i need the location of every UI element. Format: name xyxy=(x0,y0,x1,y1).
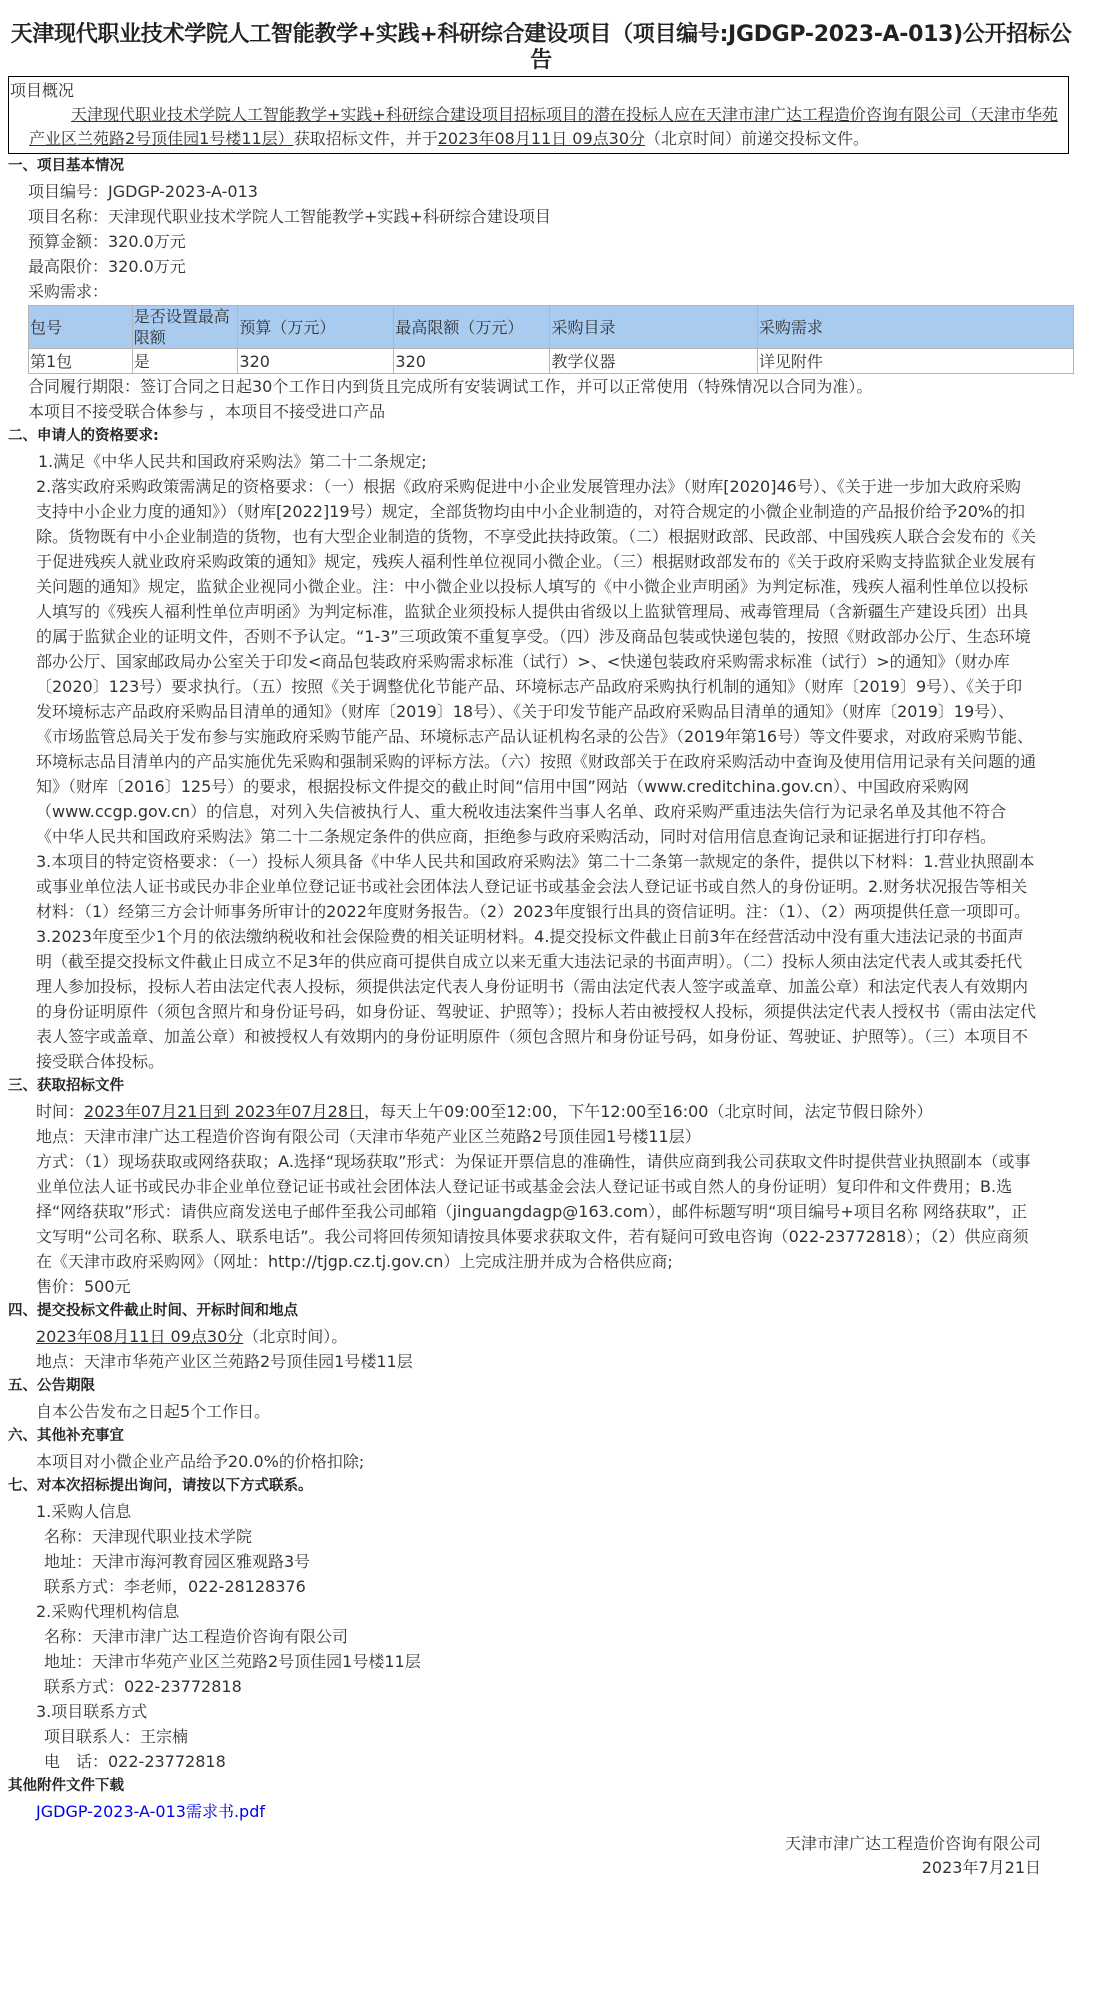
obtain-method: 方式：（1）现场获取或网络获取；A.选择“现场获取”形式：为保证开票信息的准确性，请供应商到我公司获取文件时提供营业执照副本（或事业单位法人证书或民办非企业单位登记证书或社会团体法人登记证书或基金会法人登记证书或自然人的身份证明）复印件和文件费用；B.选择“网络获取”形式：请供应商发送电子邮件至我公司邮箱（jinguangdagp@163.com），邮件标题写明“项目编号+项目名称 网络获取”，正文写明“公司名称、联系人、联系电话”。我公司将回传须知请按具体要求获取文件，若有疑问可致电咨询（022-23772818）；（2）供应商须在《天津市政府采购网》（网址：http://tjgp.cz.tj.gov.cn）上完成注册并成为合格供应商; xyxy=(36,1152,1031,1271)
time-to: 到 xyxy=(213,1102,230,1121)
consortium-note: 本项目不接受联合体参与 ，本项目不接受进口产品 xyxy=(28,402,386,421)
section-title: 七、对本次招标提出询问，请按以下方式联系。 xyxy=(8,1478,313,1494)
overview-text xyxy=(9,103,1066,151)
attachment-download-link[interactable]: JGDGP-2023-A-013需求书.pdf xyxy=(36,1802,265,1821)
notice-period-text: 自本公告发布之日起5个工作日。 xyxy=(36,1402,271,1421)
section-contacts xyxy=(8,1474,1074,1774)
signature-company: 天津市津广达工程造价咨询有限公司 xyxy=(784,1834,1041,1853)
table-cell: 是 xyxy=(132,349,238,374)
max-price: 最高限价：320.0万元 xyxy=(28,257,186,276)
table-header: 采购需求 xyxy=(757,306,1073,349)
table-header: 预算（万元） xyxy=(238,306,394,349)
contract-period: 合同履行期限：签订合同之日起30个工作日内到货且完成所有安装调试工作，并可以正常使用（特殊情况以合同为准）。 xyxy=(28,377,873,396)
deadline-datetime: 2023年08月11日 09点30分 xyxy=(36,1327,244,1346)
budget-amount: 预算金额：320.0万元 xyxy=(28,232,186,251)
table-cell: 详见附件 xyxy=(757,349,1073,374)
purchaser-heading: 1.采购人信息 xyxy=(36,1502,132,1521)
section-title: 五、公告期限 xyxy=(8,1378,95,1394)
qualification-item-3: 3.本项目的特定资格要求：（一）投标人须具备《中华人民共和国政府采购法》第二十二条第一款规定的条件，提供以下材料：1.营业执照副本或事业单位法人证书或民办非企业单位登记证书或社会团体法人登记证书或基金会法人登记证书或自然人的身份证明。2.财务状况报告等相关材料：（1）经第三方会计师事务所审计的2022年度财务报告。（2）2023年度银行出具的资信证明。注：（1）、（2）两项提供任意一项即可。3.2023年度至少1个月的依法缴纳税收和社会保险费的相关证明材料。4.提交投标文件截止日前3年在经营活动中没有重大违法记录的书面声明（截至提交投标文件截止日成立不足3年的供应商可提供自成立以来无重大违法记录的书面声明）。（二）投标人须由法定代表人或其委托代理人参加投标，投标人若由法定代表人投标，须提供法定代表人身份证明书（需由法定代表人签字或盖章、加盖公章）和法定代表人有效期内的身份证明原件（须包含照片和身份证号码，如身份证、驾驶证、护照等）；投标人若由被授权人投标，须提供法定代表人授权书（需由法定代表人签字或盖章、加盖公章）和被授权人有效期内的身份证明原件（须包含照片和身份证号码，如身份证、驾驶证、护照等）。（三）本项目不接受联合体投标。 xyxy=(36,852,1037,1071)
project-overview-box xyxy=(8,76,1069,154)
submission-deadline xyxy=(8,1324,1074,1349)
purchaser-address: 地址：天津市海河教育园区雅观路3号 xyxy=(44,1552,311,1571)
table-header: 包号 xyxy=(29,306,133,349)
project-number: 项目编号：JGDGP-2023-A-013 xyxy=(28,182,258,201)
section-title: 二、申请人的资格要求: xyxy=(8,428,159,444)
page-title: 天津现代职业技术学院人工智能教学+实践+科研综合建设项目（项目编号:JGDGP-2023-A-013)公开招标公告 xyxy=(10,22,1072,73)
project-contact-person: 项目联系人：王宗楠 xyxy=(44,1727,189,1746)
time-label: 时间： xyxy=(36,1102,85,1121)
section-obtain-documents xyxy=(8,1074,1074,1299)
table-header-row xyxy=(29,306,1074,349)
agency-address: 地址：天津市华苑产业区兰苑路2号顶佳园1号楼11层 xyxy=(44,1652,421,1671)
section-title: 六、其他补充事宜 xyxy=(8,1428,124,1444)
obtain-location: 地点：天津市津广达工程造价咨询有限公司（天津市华苑产业区兰苑路2号顶佳园1号楼11层） xyxy=(36,1127,701,1146)
requirements-table xyxy=(28,305,1074,374)
project-contact-heading: 3.项目联系方式 xyxy=(36,1702,148,1721)
time-start: 2023年07月21日 xyxy=(84,1102,214,1121)
section-attachments xyxy=(8,1774,1074,1824)
opening-location: 地点：天津市华苑产业区兰苑路2号顶佳园1号楼11层 xyxy=(36,1352,413,1371)
section-basic-info xyxy=(8,154,1074,424)
overview-deadline: 2023年08月11日 09点30分 xyxy=(437,129,645,148)
agency-name: 名称：天津市津广达工程造价咨询有限公司 xyxy=(44,1627,349,1646)
qualification-item-1: 1.满足《中华人民共和国政府采购法》第二十二条规定; xyxy=(38,452,427,471)
project-contact-phone: 电 话：022-23772818 xyxy=(44,1752,226,1771)
table-header: 最高限额（万元） xyxy=(394,306,550,349)
overview-underlined-1: 天津现代职业技术学院人工智能教学+实践+科研综合建设项目招标项目的潜在投标人应在天津市津广达工程造价咨询有限公司（天津市华苑产业区兰苑路2号顶佳园1号楼11层） xyxy=(29,105,1058,148)
project-name: 项目名称：天津现代职业技术学院人工智能教学+实践+科研综合建设项目 xyxy=(28,207,551,226)
table-cell: 教学仪器 xyxy=(550,349,757,374)
section-supplementary xyxy=(8,1424,1074,1474)
table-cell: 第1包 xyxy=(29,349,133,374)
overview-plain-2: （北京时间）前递交投标文件。 xyxy=(645,129,870,148)
table-header: 采购目录 xyxy=(550,306,757,349)
table-header: 是否设置最高限额 xyxy=(132,306,238,349)
obtain-time xyxy=(8,1099,1074,1124)
purchaser-name: 名称：天津现代职业技术学院 xyxy=(44,1527,253,1546)
section-title: 其他附件文件下载 xyxy=(8,1778,124,1794)
agency-heading: 2.采购代理机构信息 xyxy=(36,1602,180,1621)
signature-block xyxy=(8,1832,1041,1880)
overview-label: 项目概况 xyxy=(10,81,75,100)
section-deadline xyxy=(8,1299,1074,1374)
overview-plain-1: 获取招标文件，并于 xyxy=(293,129,438,148)
table-cell: 320 xyxy=(238,349,394,374)
table-row xyxy=(29,349,1074,374)
table-cell: 320 xyxy=(394,349,550,374)
agency-contact: 联系方式：022-23772818 xyxy=(44,1677,242,1696)
requirement-label: 采购需求： xyxy=(28,282,109,301)
section-qualifications xyxy=(8,424,1074,1074)
time-end: 2023年07月28日 xyxy=(229,1102,365,1121)
signature-date: 2023年7月21日 xyxy=(921,1858,1041,1877)
purchaser-contact: 联系方式：李老师，022-28128376 xyxy=(44,1577,306,1596)
section-title: 三、获取招标文件 xyxy=(8,1078,124,1094)
section-title: 四、提交投标文件截止时间、开标时间和地点 xyxy=(8,1303,298,1319)
time-rest: ，每天上午09:00至12:00，下午12:00至16:00（北京时间，法定节假日除外） xyxy=(364,1102,933,1121)
deadline-suffix: （北京时间）。 xyxy=(243,1327,348,1346)
supplementary-text: 本项目对小微企业产品给予20.0%的价格扣除; xyxy=(36,1452,365,1471)
qualification-item-2: 2.落实政府采购政策需满足的资格要求：（一）根据《政府采购促进中小企业发展管理办法》（财库[2020]46号）、《关于进一步加大政府采购支持中小企业力度的通知》）（财库[2022]19号）规定，全部货物均由中小企业制造的，对符合规定的小微企业制造的产品报价给予20%的扣除。货物既有中小企业制造的货物，也有大型企业制造的货物，不享受此扶持政策。（二）根据财政部、民政部、中国残疾人联合会发布的《关于促进残疾人就业政府采购政策的通知》规定，残疾人福利性单位视同小微企业。（三）根据财政部发布的《关于政府采购支持监狱企业发展有关问题的通知》规定，监狱企业视同小微企业。注：中小微企业以投标人填写的《中小微企业声明函》为判定标准，残疾人福利性单位以投标人填写的《残疾人福利性单位声明函》为判定标准，监狱企业须投标人提供由省级以上监狱管理局、戒毒管理局（含新疆生产建设兵团）出具的属于监狱企业的证明文件，否则不予认定。“1-3”三项政策不重复享受。（四）涉及商品包装或快递包装的，按照《财政部办公厅、生态环境部办公厅、国家邮政局办公室关于印发<商品包装政府采购需求标准（试行）>、<快递包装政府采购需求标准（试行）>的通知》（财办库〔2020〕123号）要求执行。（五）按照《关于调整优化节能产品、环境标志产品政府采购执行机制的通知》（财库〔2019〕9号）、《关于印发环境标志产品政府采购品目清单的通知》（财库〔2019〕18号）、《关于印发节能产品政府采购品目清单的通知》（财库〔2019〕19号）、《市场监管总局关于发布参与实施政府采购节能产品、环境标志产品认证机构名录的公告》（2019年第16号）等文件要求，对政府采购节能、环境标志品目清单内的产品实施优先采购和强制采购的评标方法。（六）按照《财政部关于在政府采购活动中查询及使用信用记录有关问题的通知》（财库〔2016〕125号）的要求，根据投标文件提交的截止时间“信用中国”网站（www.creditchina.gov.cn）、中国政府采购网（www.ccgp.gov.cn）的信息，对列入失信被执行人、重大税收违法案件当事人名单、政府采购严重违法失信行为记录名单及其他不符合《中华人民共和国政府采购法》第二十二条规定条件的供应商，拒绝参与政府采购活动，同时对信用信息查询记录和证据进行打印存档。 xyxy=(36,477,1037,846)
document-price: 售价：500元 xyxy=(36,1277,131,1296)
section-title: 一、项目基本情况 xyxy=(8,158,124,174)
section-notice-period xyxy=(8,1374,1074,1424)
